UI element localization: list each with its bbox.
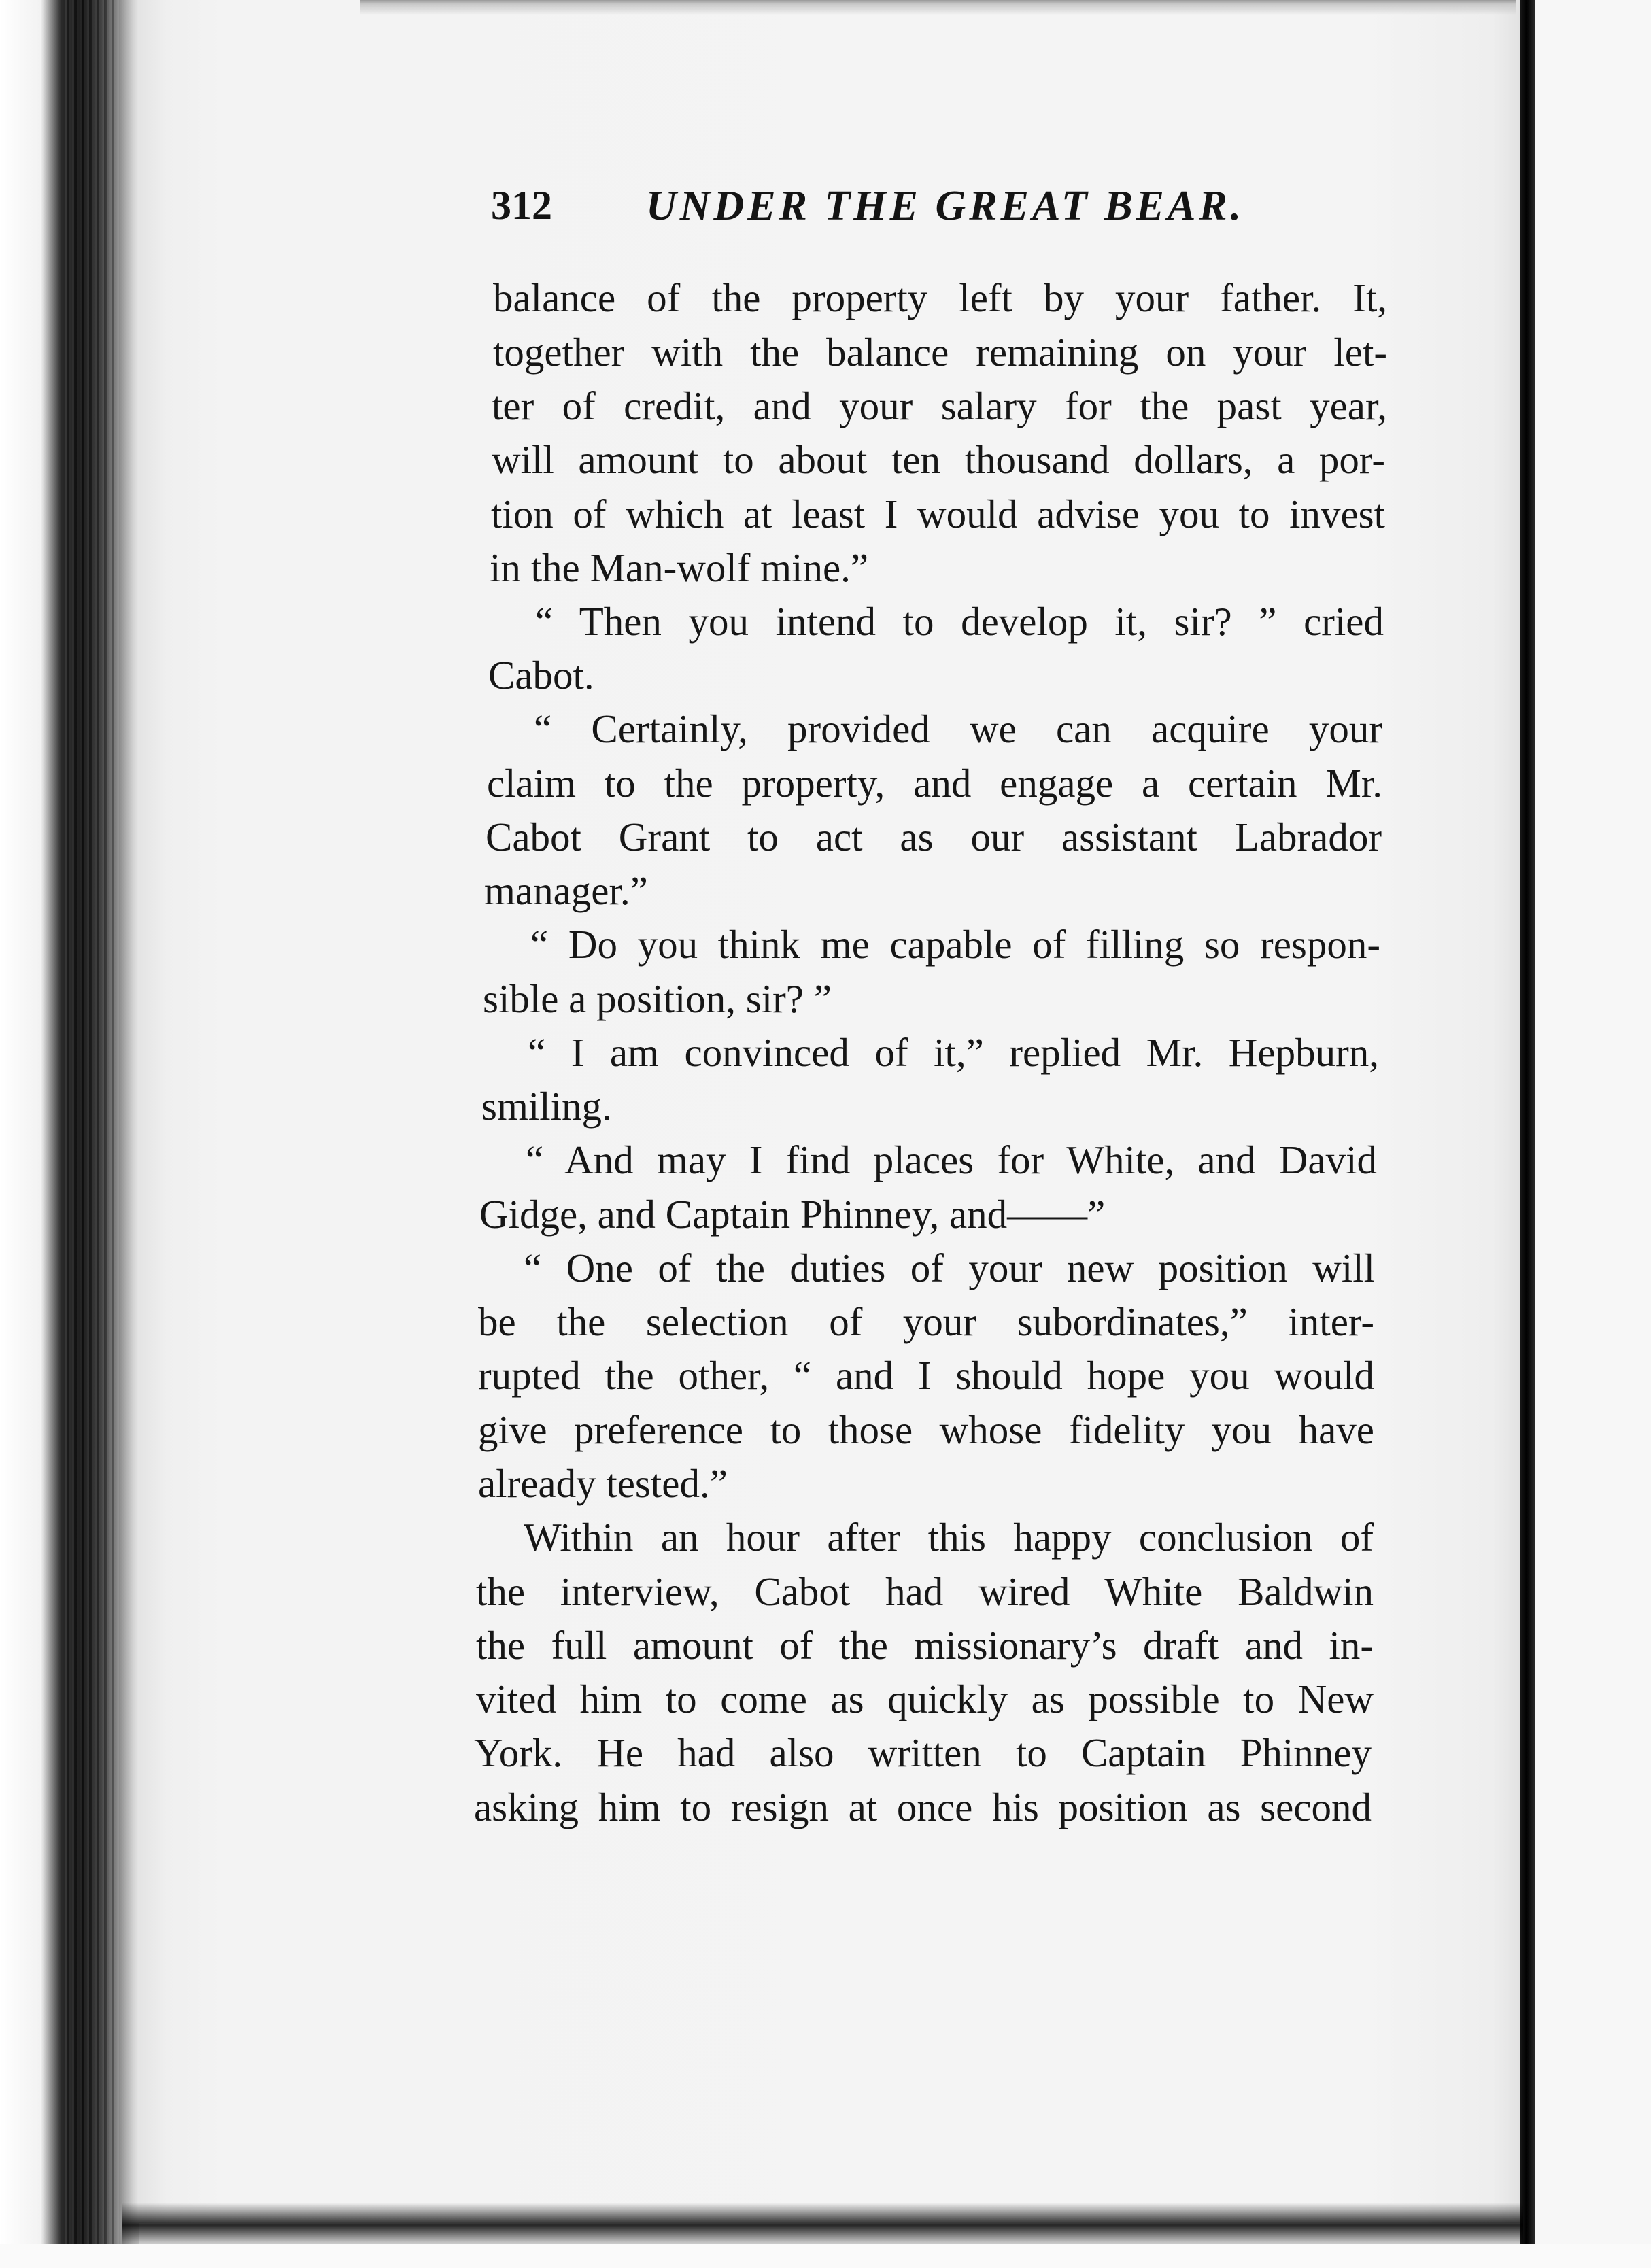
text-line: balance of the property left by your father. It, bbox=[493, 275, 1387, 320]
text-line: be the selection of your subordinates,” inter- bbox=[478, 1299, 1374, 1344]
text-line: “ I am convinced of it,” replied Mr. Hepburn, bbox=[528, 1030, 1379, 1075]
text-line: York. He had also written to Captain Phinney bbox=[474, 1730, 1372, 1775]
text-line: manager.” bbox=[484, 868, 648, 913]
text-line: Cabot Grant to act as our assistant Labrador bbox=[486, 814, 1382, 859]
text-line: ter of credit, and your salary for the past year, bbox=[492, 383, 1387, 428]
text-line: together with the balance remaining on your let- bbox=[493, 330, 1387, 375]
text-line: “ Do you think me capable of filling so respon- bbox=[530, 922, 1380, 967]
scan-margin bbox=[0, 2244, 1651, 2268]
binding-shadow bbox=[65, 0, 119, 2268]
text-line: give preference to those whose fidelity you have bbox=[478, 1407, 1374, 1452]
page-number: 312 bbox=[491, 183, 552, 228]
page-bottom-shadow bbox=[122, 2203, 1523, 2244]
text-line: tion of which at least I would advise you to invest bbox=[491, 492, 1385, 536]
text-line: asking him to resign at once his position as second bbox=[474, 1785, 1372, 1829]
text-line: Gidge, and Captain Phinney, and——” bbox=[479, 1192, 1106, 1237]
text-line: claim to the property, and engage a certain Mr. bbox=[487, 761, 1382, 806]
text-line: “ Then you intend to develop it, sir? ” cried bbox=[535, 599, 1384, 644]
text-line: “ And may I find places for White, and David bbox=[526, 1137, 1377, 1182]
text-line: vited him to come as quickly as possible to New bbox=[476, 1677, 1374, 1721]
text-line: Cabot. bbox=[488, 653, 594, 698]
text-line: sible a position, sir? ” bbox=[483, 976, 832, 1021]
adjacent-page-edge bbox=[1535, 0, 1651, 2268]
text-line: the interview, Cabot had wired White Baldwin bbox=[476, 1569, 1374, 1614]
text-line: in the Man-wolf mine.” bbox=[490, 545, 869, 590]
page-right-edge bbox=[1520, 0, 1535, 2244]
text-line: “ Certainly, provided we can acquire your bbox=[534, 706, 1382, 751]
text-line: rupted the other, “ and I should hope you would bbox=[478, 1353, 1374, 1398]
page-top-edge bbox=[360, 0, 1516, 15]
text-line: “ One of the duties of your new position will bbox=[524, 1245, 1375, 1290]
text-line: the full amount of the missionary’s draft and in- bbox=[476, 1623, 1374, 1668]
text-line: Within an hour after this happy conclusion of bbox=[524, 1515, 1374, 1560]
text-line: smiling. bbox=[481, 1084, 612, 1129]
running-head-title: UNDER THE GREAT BEAR. bbox=[646, 183, 1245, 229]
text-line: will amount to about ten thousand dollars, a por- bbox=[492, 437, 1385, 482]
text-line: already tested.” bbox=[478, 1461, 728, 1506]
